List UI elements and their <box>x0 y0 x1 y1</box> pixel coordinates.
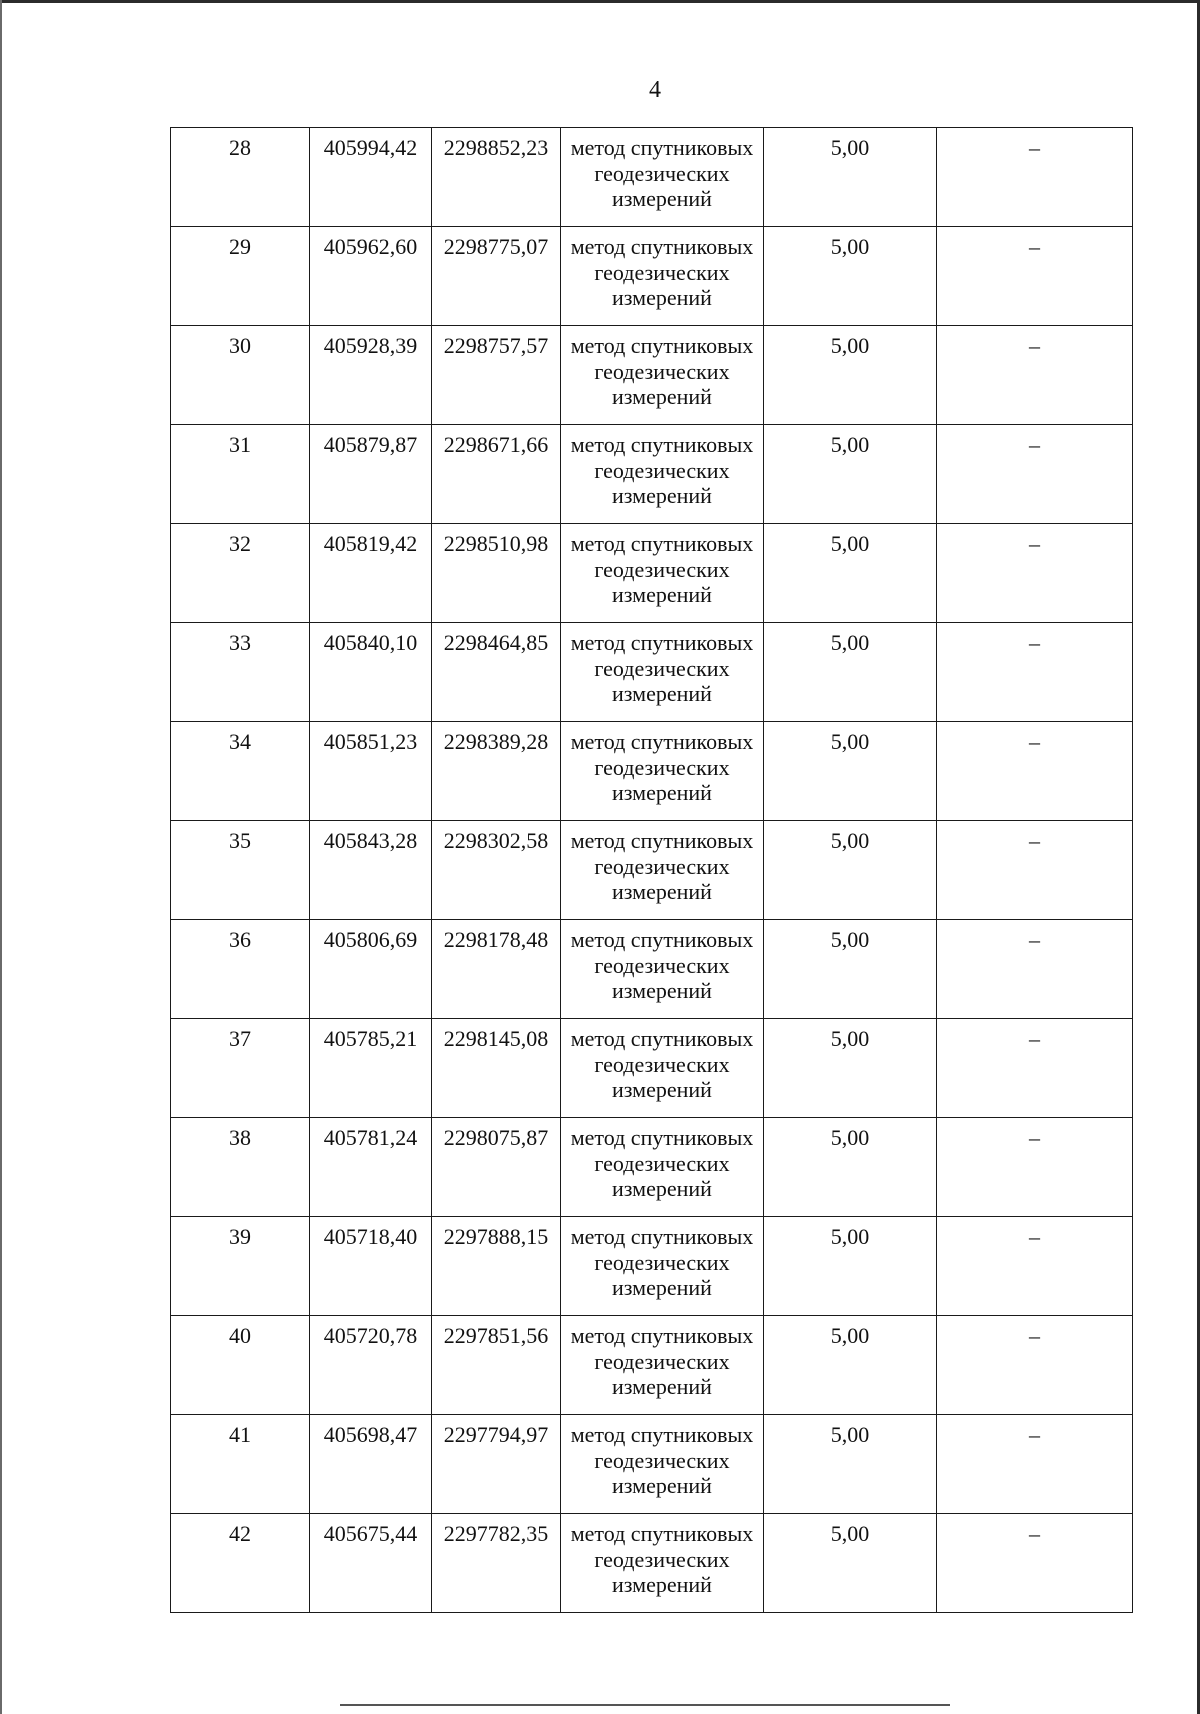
accuracy-cell: 5,00 <box>764 227 937 326</box>
x-coordinate-cell: 405806,69 <box>310 920 432 1019</box>
x-coordinate-cell: 405994,42 <box>310 128 432 227</box>
y-coordinate-cell: 2298852,23 <box>432 128 561 227</box>
accuracy-cell: 5,00 <box>764 1514 937 1613</box>
point-number-cell: 33 <box>171 623 310 722</box>
method-cell: метод спутниковых геодезических измерений <box>561 425 764 524</box>
method-cell: метод спутниковых геодезических измерений <box>561 524 764 623</box>
method-cell: метод спутниковых геодезических измерений <box>561 623 764 722</box>
point-number-cell: 31 <box>171 425 310 524</box>
note-cell: – <box>937 623 1133 722</box>
scan-border-top <box>0 0 1200 3</box>
accuracy-cell: 5,00 <box>764 821 937 920</box>
point-number-cell: 36 <box>171 920 310 1019</box>
method-cell: метод спутниковых геодезических измерений <box>561 821 764 920</box>
method-cell: метод спутниковых геодезических измерений <box>561 1019 764 1118</box>
y-coordinate-cell: 2298178,48 <box>432 920 561 1019</box>
accuracy-cell: 5,00 <box>764 524 937 623</box>
table-row <box>171 326 1133 425</box>
accuracy-cell: 5,00 <box>764 425 937 524</box>
note-cell: – <box>937 326 1133 425</box>
point-number-cell: 38 <box>171 1118 310 1217</box>
table-row <box>171 722 1133 821</box>
note-cell: – <box>937 1217 1133 1316</box>
y-coordinate-cell: 2298757,57 <box>432 326 561 425</box>
table-row <box>171 425 1133 524</box>
table-row <box>171 1316 1133 1415</box>
method-cell: метод спутниковых геодезических измерений <box>561 1118 764 1217</box>
accuracy-cell: 5,00 <box>764 326 937 425</box>
method-cell: метод спутниковых геодезических измерений <box>561 1217 764 1316</box>
method-cell: метод спутниковых геодезических измерений <box>561 1415 764 1514</box>
y-coordinate-cell: 2297851,56 <box>432 1316 561 1415</box>
coordinates-table <box>170 127 1133 1613</box>
table-row <box>171 1217 1133 1316</box>
x-coordinate-cell: 405928,39 <box>310 326 432 425</box>
point-number-cell: 42 <box>171 1514 310 1613</box>
y-coordinate-cell: 2298145,08 <box>432 1019 561 1118</box>
note-cell: – <box>937 821 1133 920</box>
method-cell: метод спутниковых геодезических измерений <box>561 722 764 821</box>
note-cell: – <box>937 524 1133 623</box>
scan-border-left <box>0 0 2 1714</box>
x-coordinate-cell: 405781,24 <box>310 1118 432 1217</box>
x-coordinate-cell: 405879,87 <box>310 425 432 524</box>
x-coordinate-cell: 405962,60 <box>310 227 432 326</box>
accuracy-cell: 5,00 <box>764 1019 937 1118</box>
table-row <box>171 623 1133 722</box>
point-number-cell: 32 <box>171 524 310 623</box>
table-row <box>171 128 1133 227</box>
note-cell: – <box>937 1514 1133 1613</box>
table-row <box>171 227 1133 326</box>
table-row <box>171 1019 1133 1118</box>
x-coordinate-cell: 405718,40 <box>310 1217 432 1316</box>
y-coordinate-cell: 2298510,98 <box>432 524 561 623</box>
accuracy-cell: 5,00 <box>764 128 937 227</box>
method-cell: метод спутниковых геодезических измерений <box>561 227 764 326</box>
y-coordinate-cell: 2298671,66 <box>432 425 561 524</box>
y-coordinate-cell: 2297782,35 <box>432 1514 561 1613</box>
accuracy-cell: 5,00 <box>764 722 937 821</box>
y-coordinate-cell: 2297794,97 <box>432 1415 561 1514</box>
table-row <box>171 1514 1133 1613</box>
note-cell: – <box>937 920 1133 1019</box>
point-number-cell: 40 <box>171 1316 310 1415</box>
y-coordinate-cell: 2298775,07 <box>432 227 561 326</box>
note-cell: – <box>937 425 1133 524</box>
accuracy-cell: 5,00 <box>764 623 937 722</box>
coordinates-table-body <box>171 128 1133 1613</box>
point-number-cell: 37 <box>171 1019 310 1118</box>
note-cell: – <box>937 1316 1133 1415</box>
method-cell: метод спутниковых геодезических измерений <box>561 128 764 227</box>
x-coordinate-cell: 405698,47 <box>310 1415 432 1514</box>
x-coordinate-cell: 405675,44 <box>310 1514 432 1613</box>
method-cell: метод спутниковых геодезических измерений <box>561 920 764 1019</box>
point-number-cell: 28 <box>171 128 310 227</box>
accuracy-cell: 5,00 <box>764 1217 937 1316</box>
scan-bottom-mark <box>340 1704 950 1706</box>
note-cell: – <box>937 128 1133 227</box>
x-coordinate-cell: 405720,78 <box>310 1316 432 1415</box>
point-number-cell: 34 <box>171 722 310 821</box>
note-cell: – <box>937 722 1133 821</box>
y-coordinate-cell: 2298302,58 <box>432 821 561 920</box>
point-number-cell: 39 <box>171 1217 310 1316</box>
method-cell: метод спутниковых геодезических измерений <box>561 1316 764 1415</box>
accuracy-cell: 5,00 <box>764 1316 937 1415</box>
table-row <box>171 1415 1133 1514</box>
method-cell: метод спутниковых геодезических измерений <box>561 326 764 425</box>
table-row <box>171 920 1133 1019</box>
point-number-cell: 30 <box>171 326 310 425</box>
point-number-cell: 35 <box>171 821 310 920</box>
method-cell: метод спутниковых геодезических измерений <box>561 1514 764 1613</box>
y-coordinate-cell: 2297888,15 <box>432 1217 561 1316</box>
x-coordinate-cell: 405840,10 <box>310 623 432 722</box>
accuracy-cell: 5,00 <box>764 1118 937 1217</box>
x-coordinate-cell: 405851,23 <box>310 722 432 821</box>
x-coordinate-cell: 405785,21 <box>310 1019 432 1118</box>
table-row <box>171 524 1133 623</box>
y-coordinate-cell: 2298464,85 <box>432 623 561 722</box>
note-cell: – <box>937 1415 1133 1514</box>
note-cell: – <box>937 227 1133 326</box>
table-row <box>171 821 1133 920</box>
accuracy-cell: 5,00 <box>764 1415 937 1514</box>
note-cell: – <box>937 1019 1133 1118</box>
y-coordinate-cell: 2298075,87 <box>432 1118 561 1217</box>
x-coordinate-cell: 405843,28 <box>310 821 432 920</box>
point-number-cell: 41 <box>171 1415 310 1514</box>
note-cell: – <box>937 1118 1133 1217</box>
x-coordinate-cell: 405819,42 <box>310 524 432 623</box>
point-number-cell: 29 <box>171 227 310 326</box>
table-row <box>171 1118 1133 1217</box>
page-number: 4 <box>649 77 661 103</box>
accuracy-cell: 5,00 <box>764 920 937 1019</box>
y-coordinate-cell: 2298389,28 <box>432 722 561 821</box>
